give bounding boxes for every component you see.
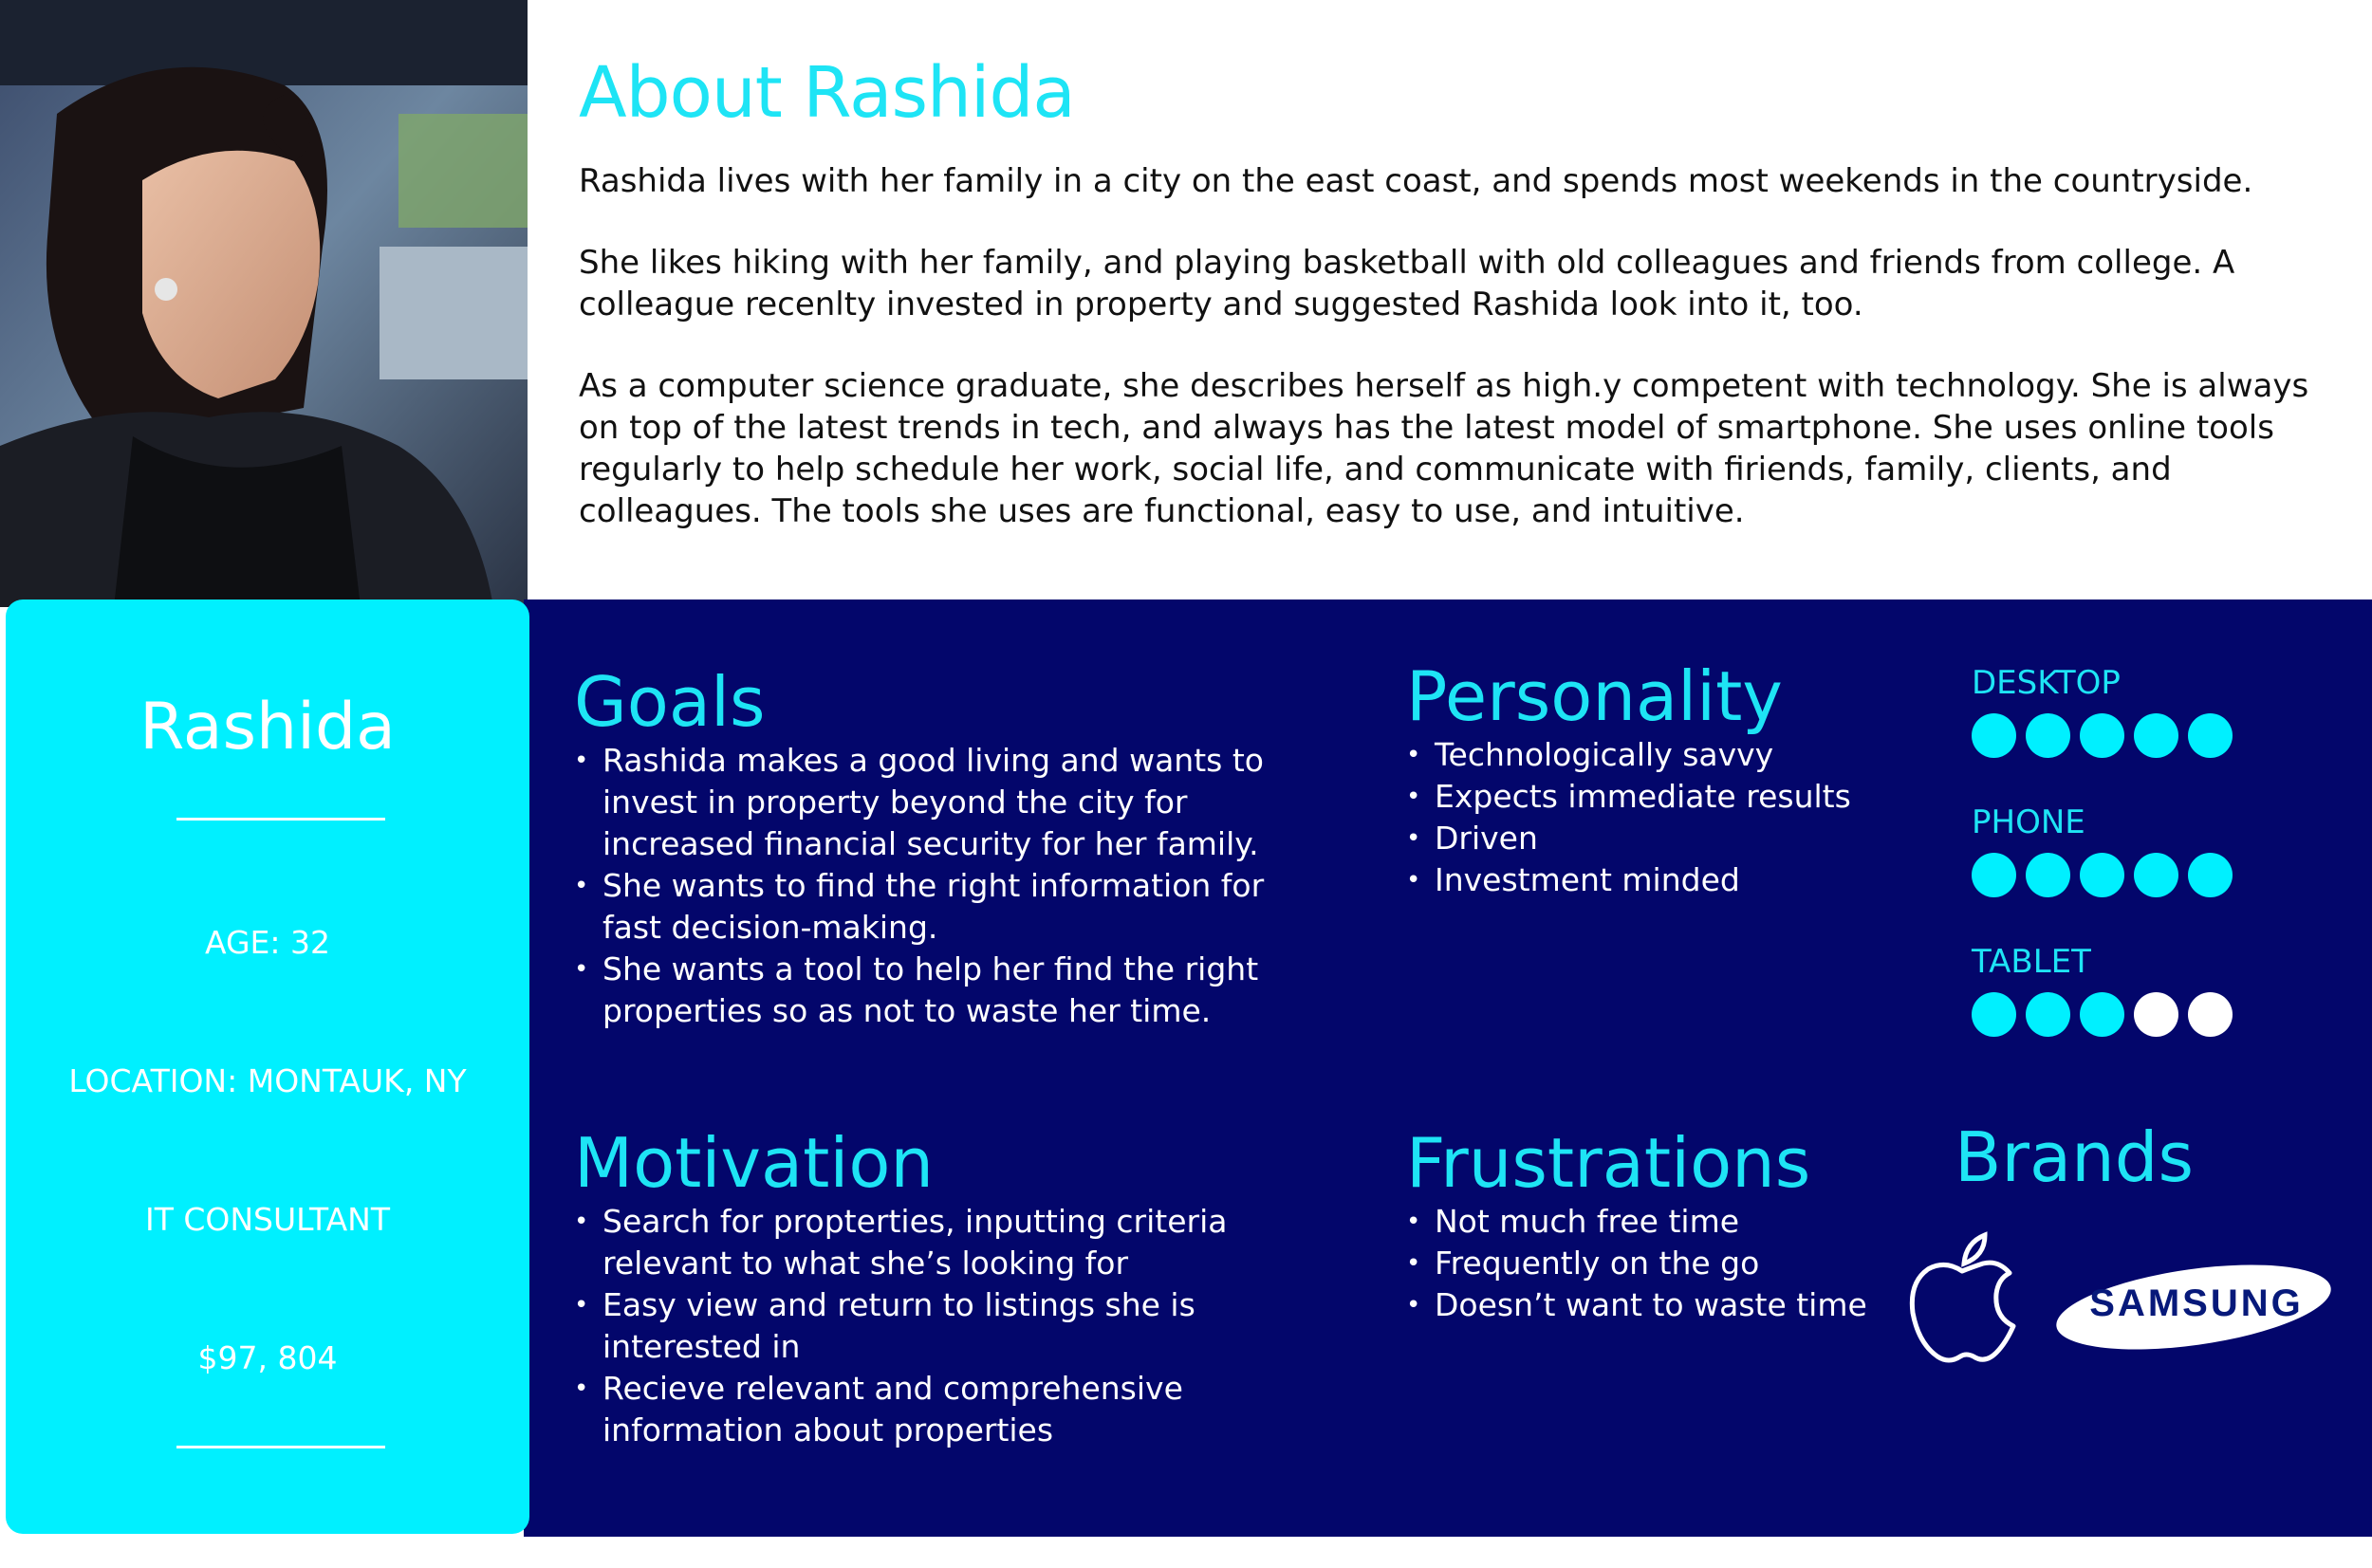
desktop-dots (1972, 713, 2233, 758)
goals-title: Goals (574, 662, 766, 742)
rating-dot-empty (2134, 992, 2178, 1037)
personality-title: Personality (1406, 656, 1783, 736)
frustrations-title: Frustrations (1406, 1123, 1811, 1203)
samsung-logo-text: SAMSUNG (2089, 1282, 2304, 1324)
rating-dot-filled (2080, 853, 2124, 897)
persona-name: Rashida (139, 690, 396, 765)
list-item: • She wants to find the right information for fast decision-making. (574, 865, 1314, 949)
tablet-label: TABLET (1972, 943, 2091, 981)
phone-dots (1972, 853, 2233, 897)
goals-list (574, 740, 1314, 1032)
tablet-rating (1972, 943, 2233, 1037)
about-paragraph: Rashida lives with her family in a city on the east coast, and spends most weekends in the countryside. (579, 162, 2253, 200)
list-item: • Not much free time (1406, 1201, 1899, 1243)
about-section (579, 52, 2334, 572)
profile-card (6, 600, 529, 1534)
list-item: • Recieve relevant and comprehensive information about properties (574, 1368, 1352, 1451)
divider (176, 1446, 385, 1448)
persona-photo (0, 0, 528, 607)
desktop-rating (1972, 664, 2233, 758)
rating-dot-filled (2134, 853, 2178, 897)
about-paragraph: She likes hiking with her family, and playing basketball with old colleagues and friends from college. A colleague recenlty invested in property and suggested Rashida look into it, too. (579, 244, 2235, 323)
location-label: LOCATION: MONTAUK, NY (68, 1062, 467, 1099)
divider (176, 818, 385, 821)
list-item: • Driven (1406, 818, 1899, 859)
brands-title: Brands (1955, 1117, 2194, 1197)
rating-dot-empty (2188, 992, 2233, 1037)
rating-dot-filled (2026, 853, 2070, 897)
list-item: • Expects immediate results (1406, 776, 1899, 818)
tablet-dots (1972, 992, 2233, 1037)
list-item: • Easy view and return to listings she is interested in (574, 1284, 1352, 1368)
personality-list (1406, 734, 1899, 901)
age-label: AGE: 32 (204, 924, 331, 961)
phone-rating (1972, 803, 2233, 897)
rating-dot-filled (2026, 992, 2070, 1037)
rating-dot-filled (2080, 713, 2124, 758)
list-item: • Frequently on the go (1406, 1243, 1899, 1284)
rating-dot-filled (1972, 713, 2016, 758)
frustrations-list (1406, 1201, 1899, 1326)
rating-dot-filled (2188, 713, 2233, 758)
portrait-image (0, 0, 528, 607)
desktop-label: DESKTOP (1972, 664, 2121, 702)
rating-dot-filled (2134, 713, 2178, 758)
rating-dot-filled (2026, 713, 2070, 758)
motivation-list (574, 1201, 1352, 1451)
personality-section (1406, 658, 1899, 901)
rating-dot-filled (2080, 992, 2124, 1037)
list-item: • She wants a tool to help her find the right properties so as not to waste her time. (574, 949, 1314, 1032)
list-item: • Rashida makes a good living and wants to invest in property beyond the city for increased financial security for her family. (574, 740, 1314, 865)
list-item: • Search for propterties, inputting criteria relevant to what she’s looking for (574, 1201, 1352, 1284)
list-item: • Technologically savvy (1406, 734, 1899, 776)
about-title: About Rashida (579, 52, 1075, 134)
rating-dot-filled (2188, 853, 2233, 897)
frustrations-section (1406, 1125, 1899, 1326)
list-item: • Doesn’t want to waste time (1406, 1284, 1899, 1326)
motivation-title: Motivation (574, 1123, 935, 1203)
rating-dot-filled (1972, 992, 2016, 1037)
goals-section (574, 664, 1314, 1032)
phone-label: PHONE (1972, 803, 2085, 841)
list-item: • Investment minded (1406, 859, 1899, 901)
apple-logo-icon (1907, 1231, 2019, 1364)
income-label: $97, 804 (197, 1339, 338, 1376)
motivation-section (574, 1125, 1352, 1451)
occupation-label: IT CONSULTANT (144, 1201, 391, 1238)
rating-dot-filled (1972, 853, 2016, 897)
about-paragraph: As a computer science graduate, she describes herself as high.y competent with technology. She is always on top of the latest trends in tech, and always has the latest model of smartphone. She uses online tools regularly to help schedule her work, social life, and communicate with firiends, family, clients, and colleagues. The tools she uses are functional, easy to use, and intuitive. (579, 367, 2309, 530)
